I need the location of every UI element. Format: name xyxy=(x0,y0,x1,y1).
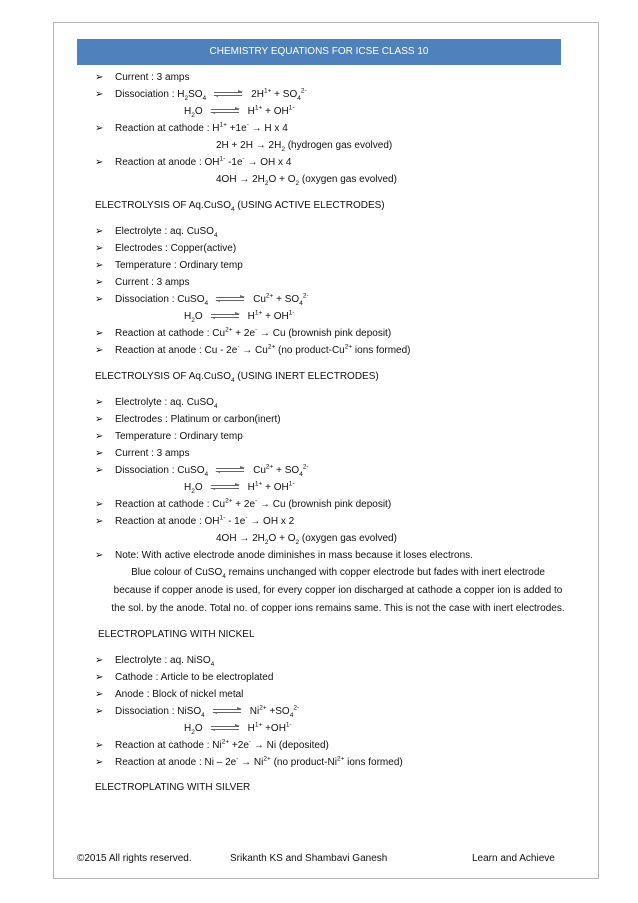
list-item: ➢ Reaction at anode : $Cu - 2e^- \to Cu^{2+}$ (no product-$Cu^{2+}$ ions formed) xyxy=(95,342,565,359)
footer-tagline: Learn and Achieve xyxy=(472,853,555,864)
document-content xyxy=(95,69,565,796)
equation-line: $2H + 2H \to 2H_2$ (hydrogen gas evolved) xyxy=(216,140,393,153)
bullet-arrow-icon: ➢ xyxy=(95,757,104,768)
list-item: ➢ Reaction at cathode : $Cu^{2+} + 2e^- \to Cu$ (brownish pink deposit) xyxy=(95,496,565,513)
equation-line: $H_2O$ $H^{1+} + OH^{1-}$ xyxy=(184,309,295,324)
equilibrium-arrow-icon xyxy=(211,313,239,319)
section-heading: ELECTROPLATING WITH SILVER xyxy=(95,782,251,793)
equation-line: $H_2O$ $H^{1+} +OH^{1-}$ xyxy=(184,721,292,736)
bullet-arrow-icon: ➢ xyxy=(95,397,104,408)
note-paragraph: Blue colour of CuSO$_4$ remains unchanged with copper electrode but fades with inert electrode because if copper anode is used, for every copper ion discharged at cathode a copper ion is added to the sol. by the anode. Total no. of copper ions remains same. This is not the case with inert electrodes. xyxy=(111,567,565,614)
bullet-arrow-icon: ➢ xyxy=(95,277,104,288)
list-item: ➢ Dissociation : CuSO$_4$ $Cu^{2+} + SO_4^{2-}$ xyxy=(95,463,309,478)
list-item: ➢ Dissociation : CuSO$_4$ $Cu^{2+} + SO_4^{2-}$ xyxy=(95,292,309,307)
equation-line: $H_2O$ $H^{1+} + OH^{1-}$ xyxy=(184,480,295,495)
list-item: ➢ Reaction at cathode : $H^{1+} +1e^- \to H$ x 4 xyxy=(95,120,565,137)
equilibrium-arrow-icon xyxy=(211,484,239,490)
section-heading: ELECTROLYSIS OF Aq.CuSO$_4$ (USING ACTIVE ELECTRODES) xyxy=(95,200,385,213)
bullet-arrow-icon: ➢ xyxy=(95,516,104,527)
list-item: ➢ Reaction at anode : $Ni - 2e^- \to Ni^{2+}$ (no product-$Ni^{2+}$ ions formed) xyxy=(95,754,565,771)
bullet-arrow-icon: ➢ xyxy=(95,499,104,510)
section-heading: ELECTROPLATING WITH NICKEL xyxy=(98,629,255,640)
bullet-arrow-icon: ➢ xyxy=(95,123,104,134)
bullet-arrow-icon: ➢ xyxy=(95,689,104,700)
list-item: ➢ Reaction at cathode : $Ni^{2+} +2e^- \to Ni$ (deposited) xyxy=(95,737,565,754)
footer-copyright: ©2015 All rights reserved. xyxy=(77,853,192,864)
bullet-arrow-icon: ➢ xyxy=(95,431,104,442)
bullet-arrow-icon: ➢ xyxy=(95,260,104,271)
list-item: ➢ Electrolyte : aq. NiSO$_4$ xyxy=(95,652,565,669)
equation-line: $4OH \to 2H_2O + O_2$ (oxygen gas evolved) xyxy=(216,533,397,546)
bullet-arrow-icon: ➢ xyxy=(95,157,104,168)
list-item: ➢ Current : 3 amps xyxy=(95,445,565,462)
list-item: ➢ Reaction at anode : $OH^{1-}$ -1e- → OH x 4 xyxy=(95,154,565,171)
bullet-arrow-icon: ➢ xyxy=(95,672,104,683)
footer-authors: Srikanth KS and Shambavi Ganesh xyxy=(230,853,388,864)
list-item: ➢ Temperature : Ordinary temp xyxy=(95,428,565,445)
list-item: ➢ Electrodes : Platinum or carbon(inert) xyxy=(95,411,565,428)
bullet-arrow-icon: ➢ xyxy=(95,414,104,425)
bullet-arrow-icon: ➢ xyxy=(95,465,104,476)
bullet-arrow-icon: ➢ xyxy=(95,72,104,83)
bullet-arrow-icon: ➢ xyxy=(95,448,104,459)
bullet-arrow-icon: ➢ xyxy=(95,226,104,237)
equation-line: $H_2O$ $H^{1+} + OH^{1-}$ xyxy=(184,104,295,119)
list-item: ➢ Note: With active electrode anode diminishes in mass because it loses electrons. xyxy=(95,547,565,564)
list-item: ➢ Cathode : Article to be electroplated xyxy=(95,669,565,686)
bullet-arrow-icon: ➢ xyxy=(95,550,104,561)
list-item: ➢ Dissociation : NiSO$_4$ $Ni^{2+} +SO_4^{2-}$ xyxy=(95,704,300,719)
bullet-arrow-icon: ➢ xyxy=(95,294,104,305)
equilibrium-arrow-icon xyxy=(213,708,241,714)
equilibrium-arrow-icon xyxy=(216,467,244,473)
list-item: ➢ Current : 3 amps xyxy=(95,69,565,86)
bullet-arrow-icon: ➢ xyxy=(95,89,104,100)
equilibrium-arrow-icon xyxy=(211,725,239,731)
bullet-arrow-icon: ➢ xyxy=(95,328,104,339)
list-item: ➢ Current : 3 amps xyxy=(95,274,565,291)
bullet-arrow-icon: ➢ xyxy=(95,740,104,751)
list-item: ➢ Anode : Block of nickel metal xyxy=(95,686,565,703)
list-item: ➢ Electrolyte : aq. CuSO$_4$ xyxy=(95,394,565,411)
section-heading: ELECTROLYSIS OF Aq.CuSO$_4$ (USING INERT ELECTRODES) xyxy=(95,371,379,384)
equilibrium-arrow-icon xyxy=(216,296,244,302)
list-item: ➢ Temperature : Ordinary temp xyxy=(95,257,565,274)
bullet-arrow-icon: ➢ xyxy=(95,655,104,666)
equilibrium-arrow-icon xyxy=(214,91,242,97)
bullet-arrow-icon: ➢ xyxy=(95,345,104,356)
list-item: ➢ Reaction at cathode : $Cu^{2+} + 2e^- \to Cu$ (brownish pink deposit) xyxy=(95,325,565,342)
bullet-arrow-icon: ➢ xyxy=(95,706,104,717)
list-item: ➢ Electrolyte : aq. CuSO$_4$ xyxy=(95,223,565,240)
equation-line: $4OH \to 2H_2O + O_2$ (oxygen gas evolved) xyxy=(216,174,397,187)
page-header-banner: CHEMISTRY EQUATIONS FOR ICSE CLASS 10 xyxy=(77,39,561,65)
list-item: ➢ Electrodes : Copper(active) xyxy=(95,240,565,257)
list-item: ➢ Reaction at anode : $OH^{1-} - 1e^-$ → OH x 2 xyxy=(95,513,565,530)
equilibrium-arrow-icon xyxy=(211,108,239,114)
bullet-arrow-icon: ➢ xyxy=(95,243,104,254)
list-item: ➢ Dissociation : $H_2SO_4$ $2H^{1+} + SO_4^{2-}$ xyxy=(95,87,307,102)
